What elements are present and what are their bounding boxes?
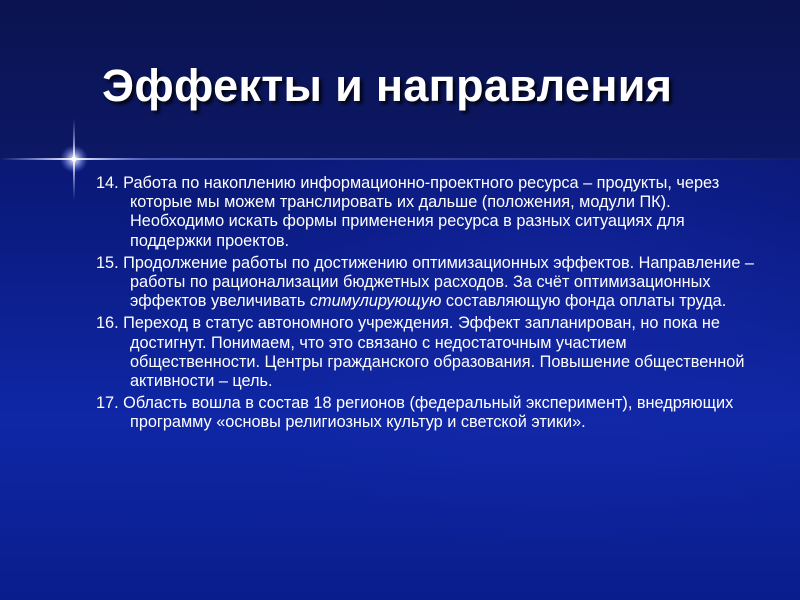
slide-title: Эффекты и направления xyxy=(102,60,673,111)
item-text: 16. Переход в статус автономного учреждения. Эффект запланирован, но пока не достигнут. Понимаем, что это связано с недостаточным участием общественности. Центры гражданского образования. Повышение общественной активности – цель. xyxy=(96,314,745,391)
item-text-after: составляющую фонда оплаты труда. xyxy=(441,292,727,311)
list-item-15 xyxy=(96,254,756,312)
item-text: 17. Область вошла в состав 18 регионов (федеральный эксперимент), внедряющих программу «основы религиозных культур и светской этики». xyxy=(96,394,734,432)
header-divider xyxy=(0,158,800,160)
list-item-14 xyxy=(96,174,756,251)
item-emphasis: стимулирующую xyxy=(309,292,442,311)
list-item-17 xyxy=(96,394,756,432)
list-item-16 xyxy=(96,314,756,391)
item-text-before: 15. Продолжение работы по достижению оптимизационных эффектов. Направление – работы по рационализации бюджетных расходов. За счёт оптимизационных эффектов увеличивать xyxy=(96,253,754,311)
item-text: 14. Работа по накоплению информационно-проектного ресурса – продукты, через которые мы можем транслировать их дальше (положения, модули ПК). Необходимо искать формы применения ресурса в разных ситуациях для поддержки проектов. xyxy=(96,174,720,250)
item-list xyxy=(96,174,756,436)
